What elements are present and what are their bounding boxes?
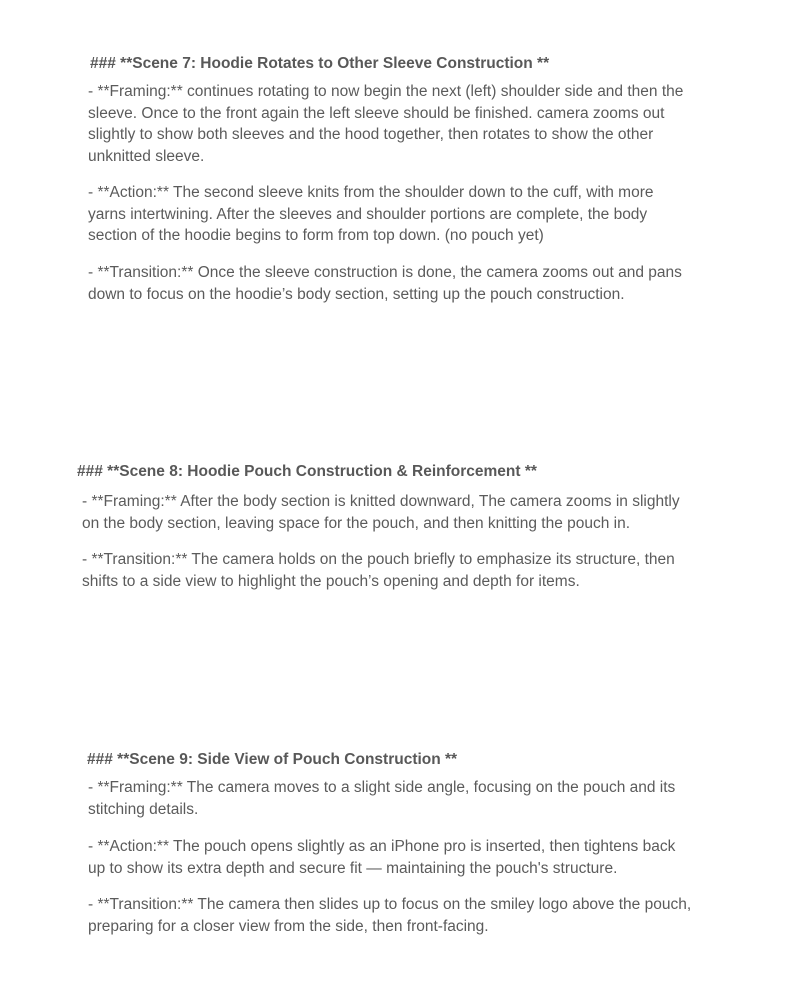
scene-9-heading: ### **Scene 9: Side View of Pouch Construction ** [87,751,458,768]
scene-7-heading: ### **Scene 7: Hoodie Rotates to Other Sleeve Construction ** [90,55,550,72]
scene-7-transition [88,262,682,305]
text-line: - **Action:** The second sleeve knits from the shoulder down to the cuff, with more [88,184,654,201]
text-line: - **Framing:** continues rotating to now begin the next (left) shoulder side and then the [88,83,684,100]
text-line: unknitted sleeve. [88,147,205,165]
scene-9-framing [88,777,675,820]
text-line: - **Transition:** The camera then slides up to focus on the smiley logo above the pouch, [88,896,692,913]
scene-7-framing [88,81,683,167]
scene-7-action [88,182,653,247]
text-line: down to focus on the hoodie’s body section, setting up the pouch construction. [88,285,625,303]
text-line: - **Framing:** After the body section is knitted downward, The camera zooms in slightly [82,493,680,510]
text-line: stitching details. [88,800,199,818]
text-line: slightly to show both sleeves and the hood together, then rotates to show the other [88,126,654,143]
text-line: - **Transition:** The camera holds on the pouch briefly to emphasize its structure, then [82,551,675,568]
text-line: - **Transition:** Once the sleeve construction is done, the camera zooms out and pans [88,264,682,281]
text-line: - **Action:** The pouch opens slightly as an iPhone pro is inserted, then tightens back [88,838,676,855]
scene-9-transition [88,894,691,937]
text-line: on the body section, leaving space for the pouch, and then knitting the pouch in. [82,514,631,532]
scene-8-heading: ### **Scene 8: Hoodie Pouch Construction & Reinforcement ** [77,463,537,480]
scene-8-transition [82,549,675,592]
scene-9-action [88,836,675,879]
text-line: section of the hoodie begins to form from top down. (no pouch yet) [88,227,544,244]
text-line: sleeve. Once to the front again the left sleeve should be finished. camera zooms out [88,104,665,122]
scene-8-framing [82,491,680,534]
text-line: - **Framing:** The camera moves to a slight side angle, focusing on the pouch and its [88,779,676,796]
text-line: preparing for a closer view from the side, then front-facing. [88,917,489,935]
text-line: yarns intertwining. After the sleeves and shoulder portions are complete, the body [88,205,648,223]
text-line: shifts to a side view to highlight the pouch’s opening and depth for items. [82,572,580,590]
text-line: up to show its extra depth and secure fit — maintaining the pouch's structure. [88,859,618,877]
